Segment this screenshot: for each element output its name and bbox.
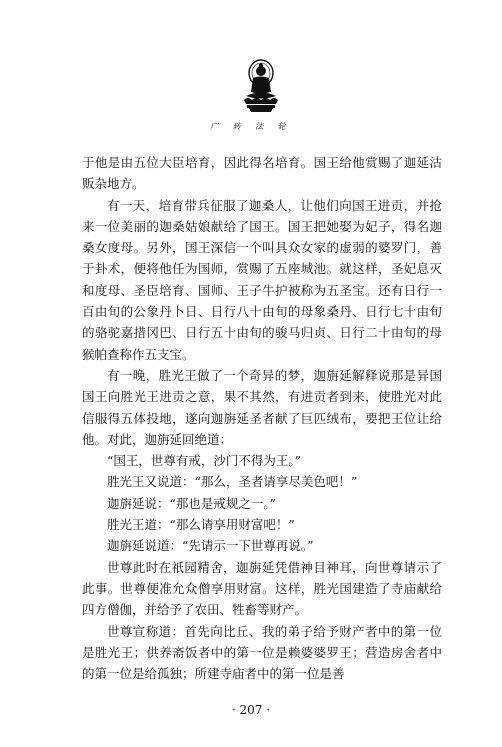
dialogue-line: 迦旃延说：“那也是戒规之一。” bbox=[107, 495, 277, 511]
paragraph: 有一天，培育带兵征服了迦桑人，让他们向国王进贡，并抢来一位美丽的迦桑姑娘献给了国王。国王把她娶为妃子，得名迦桑女度母。另外，国王深信一个叫具众女家的虚弱的婆罗门，善于卦术，便将他任为国师，赏赐了五座城池。就这样，圣妃息灭和度母、圣臣培育、国师、王子牛护被称为五圣宝。还有日行一百由旬的公象丹卜日、日行八十由旬的母象桑丹、日行七十由旬的骆驼嘉措冈巴、日行五十由旬的骏马归贞、日行二十由旬的母猴帕查称作五支宝。 bbox=[82, 197, 442, 362]
paragraph: 世尊宣称道：首先向比丘、我的弟子给予财产者中的第一位是胜光王；供养斋饭者中的第一位是赖婆婆罗王；营造房舍者中的第一位是给孤独；所建寺庙者中的第一位是善 bbox=[82, 623, 442, 682]
body-text bbox=[82, 152, 442, 684]
paragraph: 世尊此时在祇园精舍，迦旃延凭借神目神耳，向世尊请示了此事。世尊便准允众僧享用财富。这样，胜光国建造了寺庙献给四方僧伽，并给予了农田、牲畜等财产。 bbox=[82, 559, 442, 618]
dialogue-line: 胜光王又说道：“那么，圣者请享尽美色吧！” bbox=[107, 474, 358, 490]
paragraph: 于他是由五位大臣培育，因此得名培育。国王给他赏赐了迦延沽贩杂地方。 bbox=[82, 155, 442, 192]
running-header-title: 广 转 法 轮 bbox=[210, 122, 292, 131]
dialogue-line: 胜光王道：“那么请享用财富吧！” bbox=[107, 517, 295, 533]
dialogue-line: 迦旃延说道：“先请示一下世尊再说。” bbox=[107, 538, 314, 554]
dialogue-line: “国王，世尊有戒，沙门不得为王。” bbox=[107, 453, 302, 469]
page-number: · 207 · bbox=[231, 703, 271, 717]
buddha-emblem-icon bbox=[236, 56, 286, 114]
paragraph: 有一晚，胜光王做了一个奇异的梦，迦旃延解释说那是异国国王向胜光王进贡之意，果不其然，有进贡者到来，使胜光对此信服得五体投地，遂向迦旃延圣者献了巨匹绒布，要把王位让给他。对此，迦旃延回绝道： bbox=[82, 367, 442, 447]
